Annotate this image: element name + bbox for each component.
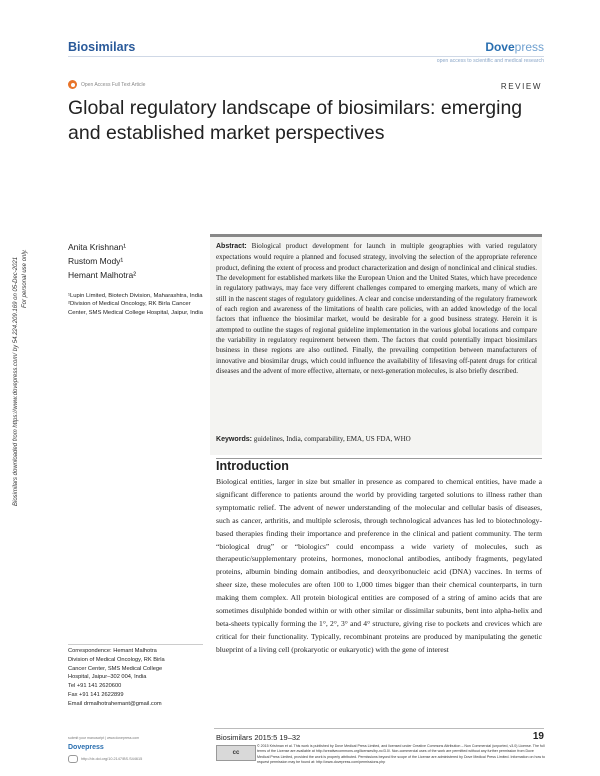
keywords-label: Keywords:: [216, 436, 253, 443]
correspondence-line: Hospital, Jaipur–302 004, India: [68, 674, 147, 681]
doi-link[interactable]: http://dx.doi.org/10.2147/BS.S44615: [81, 757, 143, 761]
keywords-text: guidelines, India, comparability, EMA, US FDA, WHO: [253, 435, 411, 443]
correspondence-label: Correspondence: Hemant Malhotra: [68, 648, 157, 654]
introduction-text: Biological entities, larger in size but smaller in presence as compared to chemical entities, have made a significant difference to patients around the world by providing targeted solutions to illness rather than symptomatic relief. The advent of newer understanding of the molecular and cellular basis of diseases, such as cancer, arthritis, and multiple sclerosis, through technological advances has led to biotechnology-based therapies finding their importance and preference in the clinical and patient community. The term “biological drug” or “biologics” could encompass a wide variety of molecules, such as therapeutic/supplementary proteins, hormones, monoclonal antibodies, antibody fragments, pegylated proteins, albumin binding domain antibodies, and deoxyribonucleic acid (DNA) vaccines. In terms of sheer size, these molecules are often 100 to 1,000 times bigger than their chemical counterparts, in turn making them complex. All protein biological entities are composed of a string of amino acids that are sometimes disulphide bonded within or with other similar or dissimilar subunits, bent into alpha-helix and beta-sheets typically forming the 1°, 2°, 3° and 4° structure, giving rise to pockets and crevices which are critical for their functionality. Typically, recombinant proteins are produced by manipulating the genetic blueprint of a living cell (prokaryotic or eukaryotic) with the gene of interest: [216, 477, 542, 654]
abstract-body: Biological product development for launch in multiple geographies with varied regulatory expectations would require a planned and focused strategy, involving the selection of the appropriate reference product, defining the extent of process and product characterization and design of nonclinical and clinical studies. The development for established markets like the European Union and the United States, which have precedence in regulatory pathways, may face very different challenges compared to emerging markets, many of which are still in the nascent stages of regulatory guidelines. A clear and concise understanding of the regulatory framework of each region and awareness of the limitations of health care policies, with an added knowledge of the local factors that influence the biosimilar market, would be desirable for a good business strategy. Herein it is attempted to outline the stages of regional guideline implementation in the various global locations and compare the variability in regulatory requirement between them. The factors that could potentially impact biosimilars business in these regions are also outlined. Finally, the prevailing competition between manufacturers of innovative and biosimilar drugs, which could influence the availability of lifesaving off-patent drugs for critical diseases and the advent of more effective, alternate, or next-generation molecules, is also briefly described.: [216, 242, 537, 376]
citation: Biosimilars 2015:5 19–32: [216, 733, 301, 742]
journal-name: Biosimilars: [68, 40, 136, 54]
article-title: Global regulatory landscape of biosimilars: emerging and established market perspectives: [68, 97, 523, 144]
correspondence-line: Fax +91 141 2622899: [68, 691, 124, 698]
brand-dove: Dove: [485, 40, 515, 54]
creative-commons-icon[interactable]: cc: [216, 745, 256, 761]
author-1: Anita Krishnan¹: [68, 242, 127, 252]
open-access-text: Open Access Full Text Article: [81, 81, 146, 88]
correspondence-line: Cancer Center, SMS Medical College: [68, 665, 163, 672]
footer-rule: [214, 728, 544, 729]
footer-logo[interactable]: Dovepress: [68, 744, 104, 751]
watermark-line-2: For personal use only.: [22, 249, 28, 308]
correspondence-email[interactable]: Email drmalhotrahemant@gmail.com: [68, 700, 162, 707]
abstract-label: Abstract:: [216, 243, 247, 250]
author-2: Rustom Mody¹: [68, 256, 124, 266]
affiliations: ¹Lupin Limited, Biotech Division, Maharashtra, India ²Division of Medical Oncology, RK Birla Cancer Center, SMS Medical College Hospital, Jaipur, India: [68, 293, 203, 316]
abstract: [216, 241, 537, 376]
author-list: [68, 240, 136, 282]
doi[interactable]: [68, 755, 142, 763]
submit-manuscript-link[interactable]: submit your manuscript | www.dovepress.com: [68, 736, 140, 740]
introduction-heading: Introduction: [216, 459, 289, 473]
article-type: REVIEW: [500, 82, 542, 91]
author-3: Hemant Malhotra²: [68, 270, 137, 280]
keywords: [216, 435, 537, 443]
publisher-tagline: open access to scientific and medical research: [436, 58, 544, 64]
brand-press: press: [514, 40, 544, 54]
download-watermark: [8, 176, 32, 506]
page-number: 19: [532, 731, 544, 742]
link-icon: [68, 755, 78, 763]
header-rule: [68, 56, 544, 57]
open-access-icon: [68, 80, 77, 89]
watermark-line-1: Biosimilars downloaded from https://www.dovepress.com/ by 54.224.209.169 on 05-Dec-2021: [13, 256, 19, 506]
correspondence-line: Division of Medical Oncology, RK Birla: [68, 656, 165, 663]
open-access-label: [68, 80, 145, 89]
correspondence-line: Tel +91 141 2620600: [68, 683, 122, 690]
publisher-logo[interactable]: [485, 40, 544, 54]
license-text: © 2015 Krishnan et al. This work is published by Dove Medical Press Limited, and licensed under Creative Commons Attribution – Non Commercial (unported, v3.0) License. The full terms of the License are available at http://creativecommons.org/licenses/by-nc/3.0/. Non-commercial uses of the work are permitted without any further permission from Dove Medical Press Limited, provided the work is properly attributed. Permissions beyond the scope of the License are administered by Dove Medical Press Limited. Information on how to request permission may be found at: http://www.dovepress.com/permissions.php: [257, 744, 546, 764]
correspondence: [68, 644, 203, 709]
